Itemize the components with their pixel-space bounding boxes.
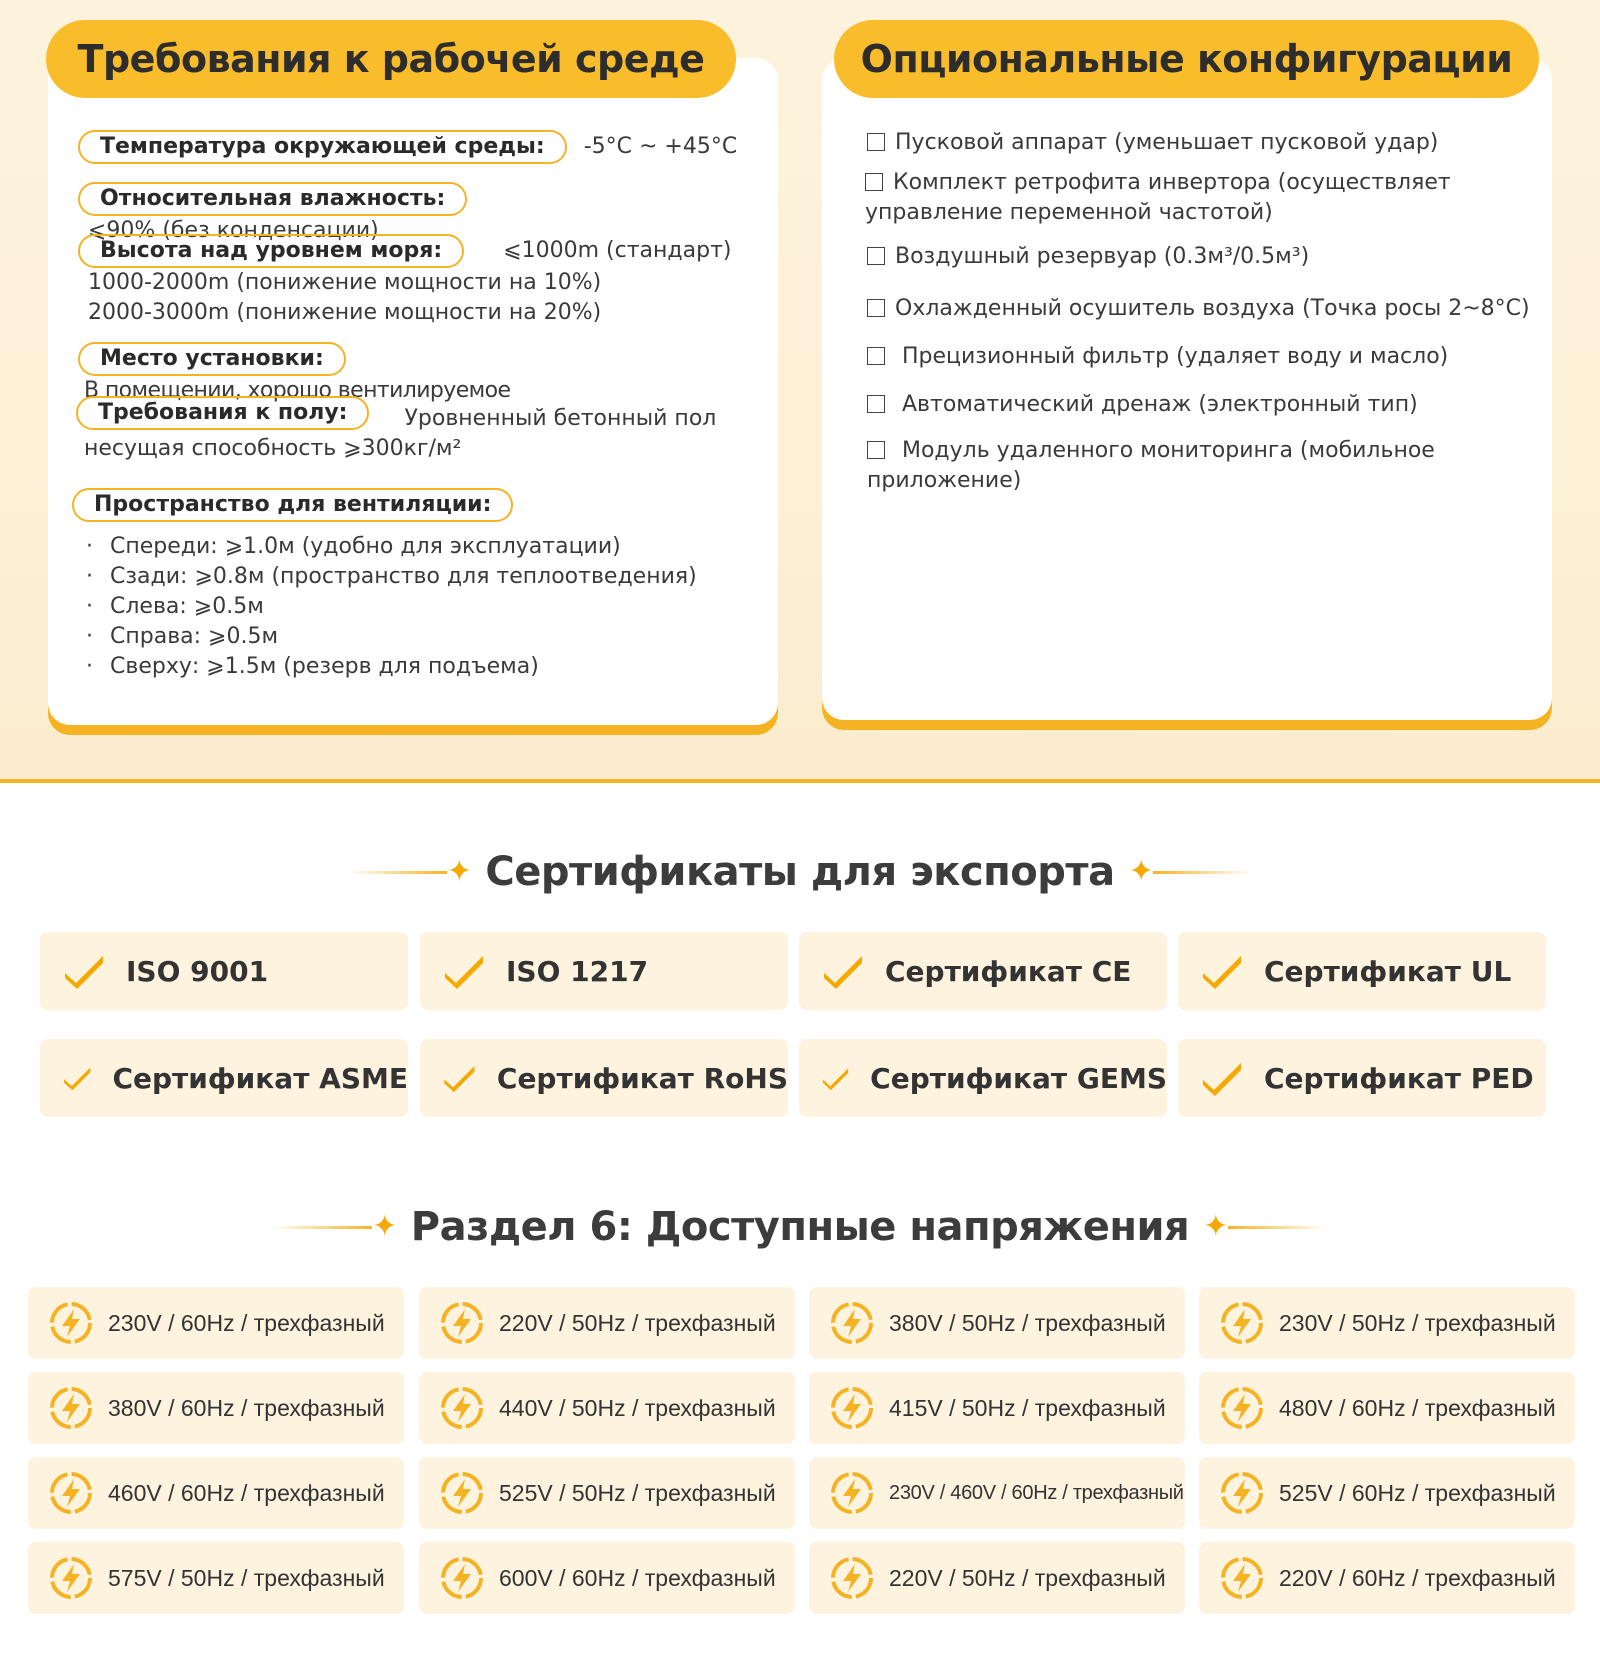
lightning-bolt-icon: [829, 1300, 875, 1346]
voltage-tile: [809, 1457, 1185, 1529]
voltage-tile: [809, 1287, 1185, 1359]
voltage-label: 220V / 50Hz / трехфазный: [499, 1309, 776, 1336]
option-item[interactable]: Автоматический дренаж (электронный тип): [867, 390, 1532, 420]
certificate-label: Сертификат RoHS: [496, 1061, 788, 1095]
bullet-icon: ·: [86, 594, 93, 619]
decor-right: [1128, 854, 1254, 889]
voltage-label: 415V / 50Hz / трехфазный: [889, 1394, 1166, 1421]
floor-value: Уровненный бетонный пол: [404, 406, 717, 431]
ventilation-item: · Справа: ⩾0.5м: [86, 622, 768, 652]
checkbox-icon[interactable]: [865, 173, 883, 191]
check-icon: [62, 951, 106, 991]
voltage-label: 525V / 60Hz / трехфазный: [1279, 1479, 1556, 1506]
options-card: [822, 37, 1552, 720]
voltage-tile: [809, 1542, 1185, 1614]
voltage-tile: [1199, 1287, 1575, 1359]
temperature-value: -5°C ~ +45°C: [583, 134, 738, 159]
voltage-tile: [28, 1372, 404, 1444]
voltage-label: 380V / 60Hz / трехфазный: [108, 1394, 385, 1421]
lightning-bolt-icon: [829, 1555, 875, 1601]
voltages-title: Раздел 6: Доступные напряжения: [410, 1204, 1190, 1250]
checkbox-icon[interactable]: [867, 247, 885, 265]
certificate-tile: [40, 1039, 408, 1117]
voltage-label: 220V / 60Hz / трехфазный: [1279, 1564, 1556, 1591]
option-item[interactable]: Модуль удаленного мониторинга (мобильное приложение): [867, 438, 1435, 493]
certificates-heading: [0, 842, 1600, 902]
check-icon: [442, 951, 486, 991]
options-title: Опциональные конфигурации: [834, 20, 1539, 98]
temperature-row: [78, 130, 768, 164]
certificate-label: Сертификат CE: [885, 954, 1132, 988]
voltage-tile: [28, 1542, 404, 1614]
voltage-label: 460V / 60Hz / трехфазный: [108, 1479, 385, 1506]
voltage-tile: [419, 1372, 795, 1444]
option-item[interactable]: Прецизионный фильтр (удаляет воду и масло): [867, 342, 1532, 372]
certificate-label: ISO 9001: [126, 954, 269, 988]
ventilation-item: · Сзади: ⩾0.8м (пространство для теплоотведения): [86, 562, 768, 592]
lightning-bolt-icon: [829, 1470, 875, 1516]
check-icon: [1200, 951, 1244, 991]
ventilation-item: · Сверху: ⩾1.5м (резерв для подъема): [86, 652, 768, 682]
ventilation-item: · Спереди: ⩾1.0м (удобно для эксплуатации): [86, 532, 768, 562]
certificate-tile: [420, 932, 788, 1010]
ventilation-label: Пространство для вентиляции:: [72, 488, 513, 522]
lightning-bolt-icon: [829, 1385, 875, 1431]
check-icon: [442, 1062, 477, 1094]
voltage-tile: [1199, 1457, 1575, 1529]
decor-left: [347, 854, 472, 889]
checkbox-icon[interactable]: [867, 299, 885, 317]
sparkle-icon: ✦: [372, 1209, 397, 1244]
check-icon: [821, 1065, 850, 1092]
voltage-tile: [809, 1372, 1185, 1444]
lightning-bolt-icon: [48, 1555, 94, 1601]
sparkle-icon: ✦: [1203, 1209, 1228, 1244]
lightning-bolt-icon: [48, 1470, 94, 1516]
humidity-label: Относительная влажность:: [78, 182, 467, 216]
lightning-bolt-icon: [439, 1300, 485, 1346]
certificate-label: Сертификат GEMS: [870, 1061, 1167, 1095]
certificate-tile: [1178, 932, 1546, 1010]
check-icon: [1200, 1058, 1244, 1098]
voltage-tile: [419, 1542, 795, 1614]
sparkle-icon: ✦: [446, 854, 472, 889]
location-label: Место установки:: [78, 342, 346, 376]
humidity-value: ⩽90% (без конденсации): [88, 218, 379, 243]
bullet-icon: ·: [86, 564, 93, 589]
top-section: [0, 0, 1600, 783]
voltage-tile: [28, 1287, 404, 1359]
option-item[interactable]: Воздушный резервуар (0.3м³/0.5м³): [867, 242, 1532, 272]
checkbox-icon[interactable]: [867, 441, 885, 459]
certificate-label: ISO 1217: [506, 954, 649, 988]
voltage-tile: [1199, 1372, 1575, 1444]
certificate-label: Сертификат ASME: [112, 1061, 408, 1095]
voltage-label: 230V / 460V / 60Hz / трехфазный: [889, 1481, 1184, 1504]
lightning-bolt-icon: [1219, 1385, 1265, 1431]
bullet-icon: ·: [86, 624, 93, 649]
certificates-title: Сертификаты для экспорта: [485, 849, 1115, 895]
ventilation-item: · Слева: ⩾0.5м: [86, 592, 768, 622]
option-item[interactable]: Комплект ретрофита инвертора (осуществляет управление переменной частотой): [865, 170, 1451, 225]
lightning-bolt-icon: [1219, 1470, 1265, 1516]
voltage-label: 440V / 50Hz / трехфазный: [499, 1394, 776, 1421]
voltage-label: 230V / 50Hz / трехфазный: [1279, 1309, 1556, 1336]
bullet-icon: ·: [86, 654, 93, 679]
checkbox-icon[interactable]: [867, 347, 885, 365]
lightning-bolt-icon: [439, 1555, 485, 1601]
voltage-label: 575V / 50Hz / трехфазный: [108, 1564, 385, 1591]
checkbox-icon[interactable]: [867, 133, 885, 151]
ventilation-list: [86, 532, 768, 682]
lightning-bolt-icon: [48, 1385, 94, 1431]
altitude-line-3: 2000-3000m (понижение мощности на 20%): [88, 300, 602, 325]
checkbox-icon[interactable]: [867, 395, 885, 413]
lightning-bolt-icon: [439, 1470, 485, 1516]
altitude-value: ⩽1000m (стандарт): [503, 238, 732, 263]
certificate-tile: [799, 932, 1167, 1010]
certificate-label: Сертификат PED: [1264, 1061, 1534, 1095]
voltage-tile: [419, 1287, 795, 1359]
voltage-tile: [1199, 1542, 1575, 1614]
voltages-heading: [0, 1197, 1600, 1257]
altitude-line-2: 1000-2000m (понижение мощности на 10%): [88, 270, 602, 295]
environment-title: Требования к рабочей среде: [46, 20, 736, 98]
lightning-bolt-icon: [1219, 1300, 1265, 1346]
floor-line-2: несущая способность ⩾300кг/м²: [84, 436, 462, 461]
voltage-label: 525V / 50Hz / трехфазный: [499, 1479, 776, 1506]
decor-right: [1203, 1209, 1328, 1244]
lightning-bolt-icon: [439, 1385, 485, 1431]
option-item[interactable]: Охлажденный осушитель воздуха (Точка росы 2~8°C): [867, 294, 1532, 324]
ventilation-row: [72, 488, 768, 682]
temperature-label: Температура окружающей среды:: [78, 130, 567, 164]
check-icon: [62, 1064, 92, 1092]
certificate-tile: [40, 932, 408, 1010]
sparkle-icon: ✦: [1128, 854, 1154, 889]
certificate-tile: [799, 1039, 1167, 1117]
option-item[interactable]: Пусковой аппарат (уменьшает пусковой удар): [867, 128, 1532, 158]
lightning-bolt-icon: [48, 1300, 94, 1346]
voltage-tile: [28, 1457, 404, 1529]
floor-row: [76, 396, 768, 464]
voltage-label: 220V / 50Hz / трехфазный: [889, 1564, 1166, 1591]
voltage-label: 230V / 60Hz / трехфазный: [108, 1309, 385, 1336]
location-value: В помещении, хорошо вентилируемое: [84, 378, 511, 403]
certificate-tile: [420, 1039, 788, 1117]
certificate-tile: [1178, 1039, 1546, 1117]
bullet-icon: ·: [86, 534, 93, 559]
decor-left: [272, 1209, 397, 1244]
altitude-label: Высота над уровнем моря:: [78, 234, 464, 268]
check-icon: [821, 951, 865, 991]
voltage-label: 600V / 60Hz / трехфазный: [499, 1564, 776, 1591]
environment-card: [48, 37, 778, 725]
certificate-label: Сертификат UL: [1264, 954, 1512, 988]
floor-label: Требования к полу:: [76, 396, 369, 430]
altitude-row: [78, 234, 768, 328]
voltage-tile: [419, 1457, 795, 1529]
lightning-bolt-icon: [1219, 1555, 1265, 1601]
voltage-label: 380V / 50Hz / трехфазный: [889, 1309, 1166, 1336]
voltage-label: 480V / 60Hz / трехфазный: [1279, 1394, 1556, 1421]
